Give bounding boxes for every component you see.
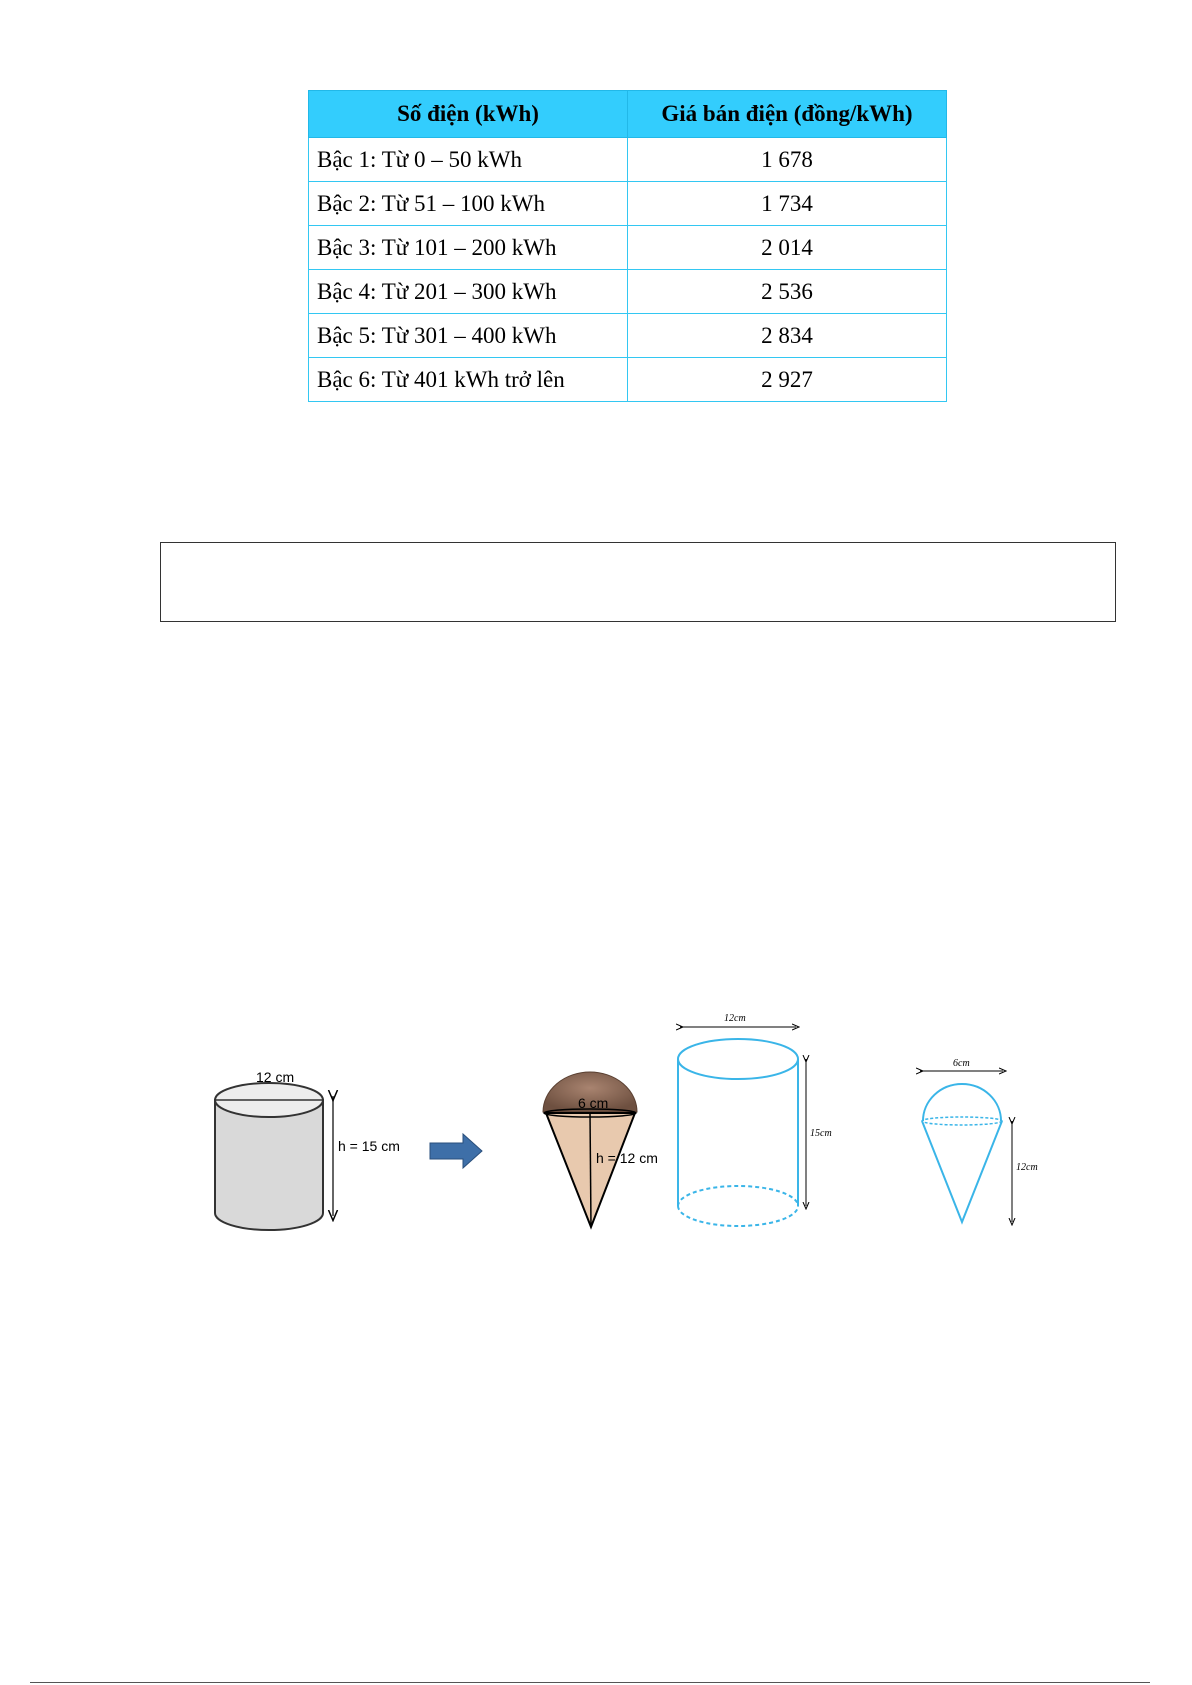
tier-price: 2 014 (628, 226, 947, 270)
diameter-label: 12 cm (256, 1069, 295, 1085)
tier-label: Bậc 4: Từ 201 – 300 kWh (309, 270, 628, 314)
header-kwh: Số điện (kWh) (309, 91, 628, 138)
blue-cone-rim (922, 1117, 1002, 1125)
tier-label: Bậc 5: Từ 301 – 400 kWh (309, 314, 628, 358)
blue-cone (920, 1058, 1038, 1222)
blue-height-label: 15cm (810, 1128, 832, 1139)
tier-label: Bậc 6: Từ 401 kWh trở lên (309, 358, 628, 402)
blue-hemisphere (923, 1084, 1001, 1121)
tier-price: 2 927 (628, 358, 947, 402)
grey-cylinder (215, 1069, 400, 1230)
table-row (309, 182, 947, 226)
blue-cylinder (678, 1013, 832, 1226)
table-row (309, 314, 947, 358)
table-header-row (309, 91, 947, 138)
header-price: Giá bán điện (đồng/kWh) (628, 91, 947, 138)
page-bottom-rule (30, 1682, 1150, 1683)
blue-cylinder-bottom-front (678, 1206, 798, 1226)
blue-cylinder-bottom-back (678, 1186, 798, 1206)
table-row (309, 226, 947, 270)
height-label: h = 15 cm (338, 1138, 400, 1154)
blue-diameter-label: 12cm (724, 1013, 746, 1024)
table-row (309, 358, 947, 402)
tier-label: Bậc 2: Từ 51 – 100 kWh (309, 182, 628, 226)
cylinder-body (215, 1100, 323, 1230)
tier-label: Bậc 1: Từ 0 – 50 kWh (309, 138, 628, 182)
cone-height-label: h = 12 cm (596, 1150, 658, 1166)
geometry-figures (0, 1000, 1192, 1260)
tier-price: 1 734 (628, 182, 947, 226)
electricity-price-table (308, 90, 947, 402)
brown-cone (543, 1072, 658, 1227)
blue-cone-sides (922, 1121, 1002, 1222)
tier-price: 2 536 (628, 270, 947, 314)
radius-label: 6 cm (578, 1095, 609, 1111)
blue-cone-height-label: 12cm (1016, 1162, 1038, 1173)
tier-price: 1 678 (628, 138, 947, 182)
cone-height-line (590, 1113, 591, 1227)
tier-label: Bậc 3: Từ 101 – 200 kWh (309, 226, 628, 270)
tier-price: 2 834 (628, 314, 947, 358)
blue-cylinder-top (678, 1039, 798, 1079)
table-row (309, 270, 947, 314)
right-arrow-icon (430, 1134, 482, 1168)
blue-cone-diameter-label: 6cm (953, 1058, 970, 1069)
table-row (309, 138, 947, 182)
empty-answer-box (160, 542, 1116, 622)
